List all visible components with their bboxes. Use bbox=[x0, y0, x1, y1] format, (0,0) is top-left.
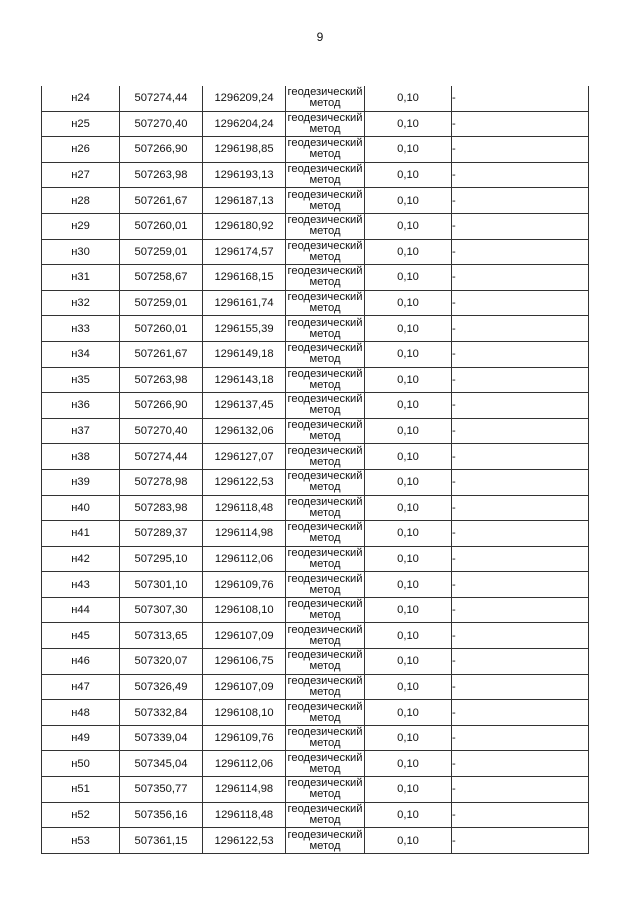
method-line-2: метод bbox=[309, 532, 341, 545]
table-row bbox=[42, 316, 589, 342]
note-cell: - bbox=[452, 828, 589, 854]
table-body bbox=[42, 86, 589, 853]
method-cell bbox=[286, 649, 365, 675]
note-cell: - bbox=[452, 137, 589, 163]
table-row bbox=[42, 777, 589, 803]
method-line-1: геодезический bbox=[287, 163, 363, 176]
point-id-cell: н38 bbox=[42, 444, 120, 470]
accuracy-cell: 0,10 bbox=[365, 597, 452, 623]
y-coordinate-cell: 1296118,48 bbox=[203, 495, 286, 521]
method-cell bbox=[286, 418, 365, 444]
method-line-1: геодезический bbox=[287, 393, 363, 406]
note-cell: - bbox=[452, 393, 589, 419]
method-line-2: метод bbox=[309, 762, 341, 775]
point-id-cell: н44 bbox=[42, 597, 120, 623]
note-cell: - bbox=[452, 623, 589, 649]
table-row bbox=[42, 572, 589, 598]
method-line-1: геодезический bbox=[287, 239, 363, 252]
x-coordinate-cell: 507258,67 bbox=[120, 265, 203, 291]
note-cell: - bbox=[452, 341, 589, 367]
method-line-2: метод bbox=[309, 711, 341, 724]
point-id-cell: н36 bbox=[42, 393, 120, 419]
table-row bbox=[42, 521, 589, 547]
x-coordinate-cell: 507266,90 bbox=[120, 393, 203, 419]
table-row bbox=[42, 213, 589, 239]
table-row bbox=[42, 700, 589, 726]
point-id-cell: н35 bbox=[42, 367, 120, 393]
x-coordinate-cell: 507261,67 bbox=[120, 188, 203, 214]
y-coordinate-cell: 1296161,74 bbox=[203, 290, 286, 316]
point-id-cell: н50 bbox=[42, 751, 120, 777]
x-coordinate-cell: 507332,84 bbox=[120, 700, 203, 726]
accuracy-cell: 0,10 bbox=[365, 188, 452, 214]
method-cell bbox=[286, 111, 365, 137]
x-coordinate-cell: 507260,01 bbox=[120, 213, 203, 239]
y-coordinate-cell: 1296107,09 bbox=[203, 623, 286, 649]
accuracy-cell: 0,10 bbox=[365, 444, 452, 470]
y-coordinate-cell: 1296114,98 bbox=[203, 521, 286, 547]
method-line-1: геодезический bbox=[287, 214, 363, 227]
accuracy-cell: 0,10 bbox=[365, 316, 452, 342]
method-line-1: геодезический bbox=[287, 546, 363, 559]
accuracy-cell: 0,10 bbox=[365, 649, 452, 675]
table-row bbox=[42, 239, 589, 265]
point-id-cell: н42 bbox=[42, 546, 120, 572]
table-row bbox=[42, 674, 589, 700]
method-line-1: геодезический bbox=[287, 751, 363, 764]
y-coordinate-cell: 1296109,76 bbox=[203, 572, 286, 598]
y-coordinate-cell: 1296112,06 bbox=[203, 751, 286, 777]
x-coordinate-cell: 507356,16 bbox=[120, 802, 203, 828]
point-id-cell: н39 bbox=[42, 469, 120, 495]
table-row bbox=[42, 265, 589, 291]
accuracy-cell: 0,10 bbox=[365, 393, 452, 419]
method-cell bbox=[286, 162, 365, 188]
method-line-1: геодезический bbox=[287, 726, 363, 739]
note-cell: - bbox=[452, 162, 589, 188]
method-line-2: метод bbox=[309, 174, 341, 187]
y-coordinate-cell: 1296168,15 bbox=[203, 265, 286, 291]
accuracy-cell: 0,10 bbox=[365, 265, 452, 291]
point-id-cell: н43 bbox=[42, 572, 120, 598]
table-row bbox=[42, 86, 589, 111]
accuracy-cell: 0,10 bbox=[365, 137, 452, 163]
note-cell: - bbox=[452, 111, 589, 137]
method-line-2: метод bbox=[309, 378, 341, 391]
method-cell bbox=[286, 521, 365, 547]
method-line-1: геодезический bbox=[287, 598, 363, 611]
accuracy-cell: 0,10 bbox=[365, 111, 452, 137]
method-line-1: геодезический bbox=[287, 828, 363, 841]
method-cell bbox=[286, 290, 365, 316]
point-id-cell: н46 bbox=[42, 649, 120, 675]
x-coordinate-cell: 507261,67 bbox=[120, 341, 203, 367]
y-coordinate-cell: 1296143,18 bbox=[203, 367, 286, 393]
x-coordinate-cell: 507289,37 bbox=[120, 521, 203, 547]
y-coordinate-cell: 1296209,24 bbox=[203, 86, 286, 111]
method-line-1: геодезический bbox=[287, 674, 363, 687]
method-cell bbox=[286, 265, 365, 291]
method-line-1: геодезический bbox=[287, 342, 363, 355]
note-cell: - bbox=[452, 649, 589, 675]
y-coordinate-cell: 1296155,39 bbox=[203, 316, 286, 342]
point-id-cell: н41 bbox=[42, 521, 120, 547]
method-cell bbox=[286, 777, 365, 803]
accuracy-cell: 0,10 bbox=[365, 700, 452, 726]
x-coordinate-cell: 507350,77 bbox=[120, 777, 203, 803]
method-cell bbox=[286, 828, 365, 854]
accuracy-cell: 0,10 bbox=[365, 341, 452, 367]
accuracy-cell: 0,10 bbox=[365, 367, 452, 393]
y-coordinate-cell: 1296114,98 bbox=[203, 777, 286, 803]
table-row bbox=[42, 111, 589, 137]
table-row bbox=[42, 597, 589, 623]
method-cell bbox=[286, 546, 365, 572]
accuracy-cell: 0,10 bbox=[365, 162, 452, 188]
accuracy-cell: 0,10 bbox=[365, 777, 452, 803]
method-line-2: метод bbox=[309, 839, 341, 852]
coordinates-table bbox=[41, 86, 589, 854]
method-line-2: метод bbox=[309, 455, 341, 468]
method-cell bbox=[286, 213, 365, 239]
note-cell: - bbox=[452, 316, 589, 342]
accuracy-cell: 0,10 bbox=[365, 623, 452, 649]
accuracy-cell: 0,10 bbox=[365, 751, 452, 777]
method-line-1: геодезический bbox=[287, 316, 363, 329]
point-id-cell: н40 bbox=[42, 495, 120, 521]
method-line-2: метод bbox=[309, 276, 341, 289]
point-id-cell: н52 bbox=[42, 802, 120, 828]
page-number: 9 bbox=[316, 30, 324, 44]
table-row bbox=[42, 649, 589, 675]
table-row bbox=[42, 188, 589, 214]
method-line-1: геодезический bbox=[287, 572, 363, 585]
x-coordinate-cell: 507295,10 bbox=[120, 546, 203, 572]
y-coordinate-cell: 1296112,06 bbox=[203, 546, 286, 572]
x-coordinate-cell: 507270,40 bbox=[120, 418, 203, 444]
table-row bbox=[42, 495, 589, 521]
method-line-1: геодезический bbox=[287, 265, 363, 278]
y-coordinate-cell: 1296127,07 bbox=[203, 444, 286, 470]
point-id-cell: н53 bbox=[42, 828, 120, 854]
point-id-cell: н37 bbox=[42, 418, 120, 444]
method-cell bbox=[286, 751, 365, 777]
note-cell: - bbox=[452, 495, 589, 521]
note-cell: - bbox=[452, 213, 589, 239]
table-row bbox=[42, 469, 589, 495]
method-cell bbox=[286, 469, 365, 495]
table-row bbox=[42, 725, 589, 751]
method-line-2: метод bbox=[309, 250, 341, 263]
method-line-1: геодезический bbox=[287, 367, 363, 380]
method-line-2: метод bbox=[309, 813, 341, 826]
y-coordinate-cell: 1296118,48 bbox=[203, 802, 286, 828]
note-cell: - bbox=[452, 444, 589, 470]
point-id-cell: н45 bbox=[42, 623, 120, 649]
x-coordinate-cell: 507263,98 bbox=[120, 367, 203, 393]
method-line-2: метод bbox=[309, 557, 341, 570]
method-cell bbox=[286, 597, 365, 623]
table-row bbox=[42, 802, 589, 828]
method-cell bbox=[286, 444, 365, 470]
method-line-2: метод bbox=[309, 737, 341, 750]
method-line-2: метод bbox=[309, 583, 341, 596]
note-cell: - bbox=[452, 418, 589, 444]
x-coordinate-cell: 507274,44 bbox=[120, 444, 203, 470]
method-line-2: метод bbox=[309, 685, 341, 698]
x-coordinate-cell: 507307,30 bbox=[120, 597, 203, 623]
table-row bbox=[42, 623, 589, 649]
method-line-1: геодезический bbox=[287, 111, 363, 124]
table-row bbox=[42, 418, 589, 444]
y-coordinate-cell: 1296198,85 bbox=[203, 137, 286, 163]
method-line-2: метод bbox=[309, 634, 341, 647]
method-cell bbox=[286, 137, 365, 163]
table-row bbox=[42, 162, 589, 188]
note-cell: - bbox=[452, 239, 589, 265]
method-cell bbox=[286, 623, 365, 649]
note-cell: - bbox=[452, 777, 589, 803]
method-line-2: метод bbox=[309, 199, 341, 212]
point-id-cell: н28 bbox=[42, 188, 120, 214]
method-line-1: геодезический bbox=[287, 444, 363, 457]
method-line-1: геодезический bbox=[287, 777, 363, 790]
method-line-2: метод bbox=[309, 430, 341, 443]
method-cell bbox=[286, 239, 365, 265]
method-line-1: геодезический bbox=[287, 188, 363, 201]
point-id-cell: н26 bbox=[42, 137, 120, 163]
method-line-1: геодезический bbox=[287, 649, 363, 662]
point-id-cell: н47 bbox=[42, 674, 120, 700]
note-cell: - bbox=[452, 546, 589, 572]
point-id-cell: н51 bbox=[42, 777, 120, 803]
accuracy-cell: 0,10 bbox=[365, 572, 452, 598]
table-row bbox=[42, 546, 589, 572]
y-coordinate-cell: 1296122,53 bbox=[203, 469, 286, 495]
table-row bbox=[42, 341, 589, 367]
method-line-1: геодезический bbox=[287, 86, 363, 99]
method-line-2: метод bbox=[309, 327, 341, 340]
method-cell bbox=[286, 802, 365, 828]
x-coordinate-cell: 507274,44 bbox=[120, 86, 203, 111]
note-cell: - bbox=[452, 469, 589, 495]
method-cell bbox=[286, 572, 365, 598]
method-line-1: геодезический bbox=[287, 521, 363, 534]
point-id-cell: н25 bbox=[42, 111, 120, 137]
method-cell bbox=[286, 86, 365, 111]
method-line-2: метод bbox=[309, 302, 341, 315]
point-id-cell: н24 bbox=[42, 86, 120, 111]
point-id-cell: н49 bbox=[42, 725, 120, 751]
accuracy-cell: 0,10 bbox=[365, 725, 452, 751]
accuracy-cell: 0,10 bbox=[365, 802, 452, 828]
note-cell: - bbox=[452, 521, 589, 547]
x-coordinate-cell: 507339,04 bbox=[120, 725, 203, 751]
table-row bbox=[42, 137, 589, 163]
y-coordinate-cell: 1296132,06 bbox=[203, 418, 286, 444]
y-coordinate-cell: 1296187,13 bbox=[203, 188, 286, 214]
y-coordinate-cell: 1296174,57 bbox=[203, 239, 286, 265]
accuracy-cell: 0,10 bbox=[365, 828, 452, 854]
note-cell: - bbox=[452, 751, 589, 777]
method-cell bbox=[286, 367, 365, 393]
note-cell: - bbox=[452, 700, 589, 726]
method-line-1: геодезический bbox=[287, 802, 363, 815]
accuracy-cell: 0,10 bbox=[365, 290, 452, 316]
method-line-2: метод bbox=[309, 404, 341, 417]
note-cell: - bbox=[452, 290, 589, 316]
point-id-cell: н48 bbox=[42, 700, 120, 726]
point-id-cell: н34 bbox=[42, 341, 120, 367]
y-coordinate-cell: 1296122,53 bbox=[203, 828, 286, 854]
y-coordinate-cell: 1296193,13 bbox=[203, 162, 286, 188]
method-line-1: геодезический bbox=[287, 137, 363, 150]
x-coordinate-cell: 507278,98 bbox=[120, 469, 203, 495]
point-id-cell: н33 bbox=[42, 316, 120, 342]
accuracy-cell: 0,10 bbox=[365, 674, 452, 700]
note-cell: - bbox=[452, 802, 589, 828]
method-cell bbox=[286, 725, 365, 751]
method-cell bbox=[286, 316, 365, 342]
accuracy-cell: 0,10 bbox=[365, 546, 452, 572]
method-line-1: геодезический bbox=[287, 419, 363, 432]
method-cell bbox=[286, 495, 365, 521]
table-row bbox=[42, 290, 589, 316]
method-line-2: метод bbox=[309, 506, 341, 519]
point-id-cell: н27 bbox=[42, 162, 120, 188]
method-cell bbox=[286, 700, 365, 726]
x-coordinate-cell: 507266,90 bbox=[120, 137, 203, 163]
method-cell bbox=[286, 188, 365, 214]
accuracy-cell: 0,10 bbox=[365, 418, 452, 444]
method-line-2: метод bbox=[309, 481, 341, 494]
y-coordinate-cell: 1296108,10 bbox=[203, 597, 286, 623]
x-coordinate-cell: 507345,04 bbox=[120, 751, 203, 777]
x-coordinate-cell: 507259,01 bbox=[120, 239, 203, 265]
table-row bbox=[42, 444, 589, 470]
note-cell: - bbox=[452, 367, 589, 393]
method-line-2: метод bbox=[309, 225, 341, 238]
note-cell: - bbox=[452, 725, 589, 751]
x-coordinate-cell: 507313,65 bbox=[120, 623, 203, 649]
accuracy-cell: 0,10 bbox=[365, 521, 452, 547]
x-coordinate-cell: 507270,40 bbox=[120, 111, 203, 137]
x-coordinate-cell: 507301,10 bbox=[120, 572, 203, 598]
accuracy-cell: 0,10 bbox=[365, 495, 452, 521]
table-row bbox=[42, 751, 589, 777]
note-cell: - bbox=[452, 86, 589, 111]
method-cell bbox=[286, 341, 365, 367]
note-cell: - bbox=[452, 188, 589, 214]
method-line-2: метод bbox=[309, 148, 341, 161]
method-line-2: метод bbox=[309, 788, 341, 801]
x-coordinate-cell: 507263,98 bbox=[120, 162, 203, 188]
method-line-2: метод bbox=[309, 97, 341, 110]
accuracy-cell: 0,10 bbox=[365, 86, 452, 111]
note-cell: - bbox=[452, 597, 589, 623]
accuracy-cell: 0,10 bbox=[365, 469, 452, 495]
x-coordinate-cell: 507259,01 bbox=[120, 290, 203, 316]
method-line-1: геодезический bbox=[287, 700, 363, 713]
x-coordinate-cell: 507320,07 bbox=[120, 649, 203, 675]
x-coordinate-cell: 507326,49 bbox=[120, 674, 203, 700]
note-cell: - bbox=[452, 572, 589, 598]
point-id-cell: н32 bbox=[42, 290, 120, 316]
method-line-1: геодезический bbox=[287, 291, 363, 304]
y-coordinate-cell: 1296137,45 bbox=[203, 393, 286, 419]
y-coordinate-cell: 1296204,24 bbox=[203, 111, 286, 137]
y-coordinate-cell: 1296149,18 bbox=[203, 341, 286, 367]
accuracy-cell: 0,10 bbox=[365, 239, 452, 265]
table-row bbox=[42, 367, 589, 393]
method-line-2: метод bbox=[309, 122, 341, 135]
method-cell bbox=[286, 393, 365, 419]
method-line-1: геодезический bbox=[287, 470, 363, 483]
method-line-1: геодезический bbox=[287, 623, 363, 636]
point-id-cell: н31 bbox=[42, 265, 120, 291]
accuracy-cell: 0,10 bbox=[365, 213, 452, 239]
note-cell: - bbox=[452, 674, 589, 700]
x-coordinate-cell: 507283,98 bbox=[120, 495, 203, 521]
note-cell: - bbox=[452, 265, 589, 291]
x-coordinate-cell: 507361,15 bbox=[120, 828, 203, 854]
table-row bbox=[42, 828, 589, 854]
point-id-cell: н30 bbox=[42, 239, 120, 265]
table-row bbox=[42, 393, 589, 419]
y-coordinate-cell: 1296106,75 bbox=[203, 649, 286, 675]
method-line-1: геодезический bbox=[287, 495, 363, 508]
y-coordinate-cell: 1296109,76 bbox=[203, 725, 286, 751]
method-line-2: метод bbox=[309, 353, 341, 366]
method-cell bbox=[286, 674, 365, 700]
y-coordinate-cell: 1296180,92 bbox=[203, 213, 286, 239]
point-id-cell: н29 bbox=[42, 213, 120, 239]
y-coordinate-cell: 1296108,10 bbox=[203, 700, 286, 726]
x-coordinate-cell: 507260,01 bbox=[120, 316, 203, 342]
method-line-2: метод bbox=[309, 660, 341, 673]
y-coordinate-cell: 1296107,09 bbox=[203, 674, 286, 700]
method-line-2: метод bbox=[309, 609, 341, 622]
